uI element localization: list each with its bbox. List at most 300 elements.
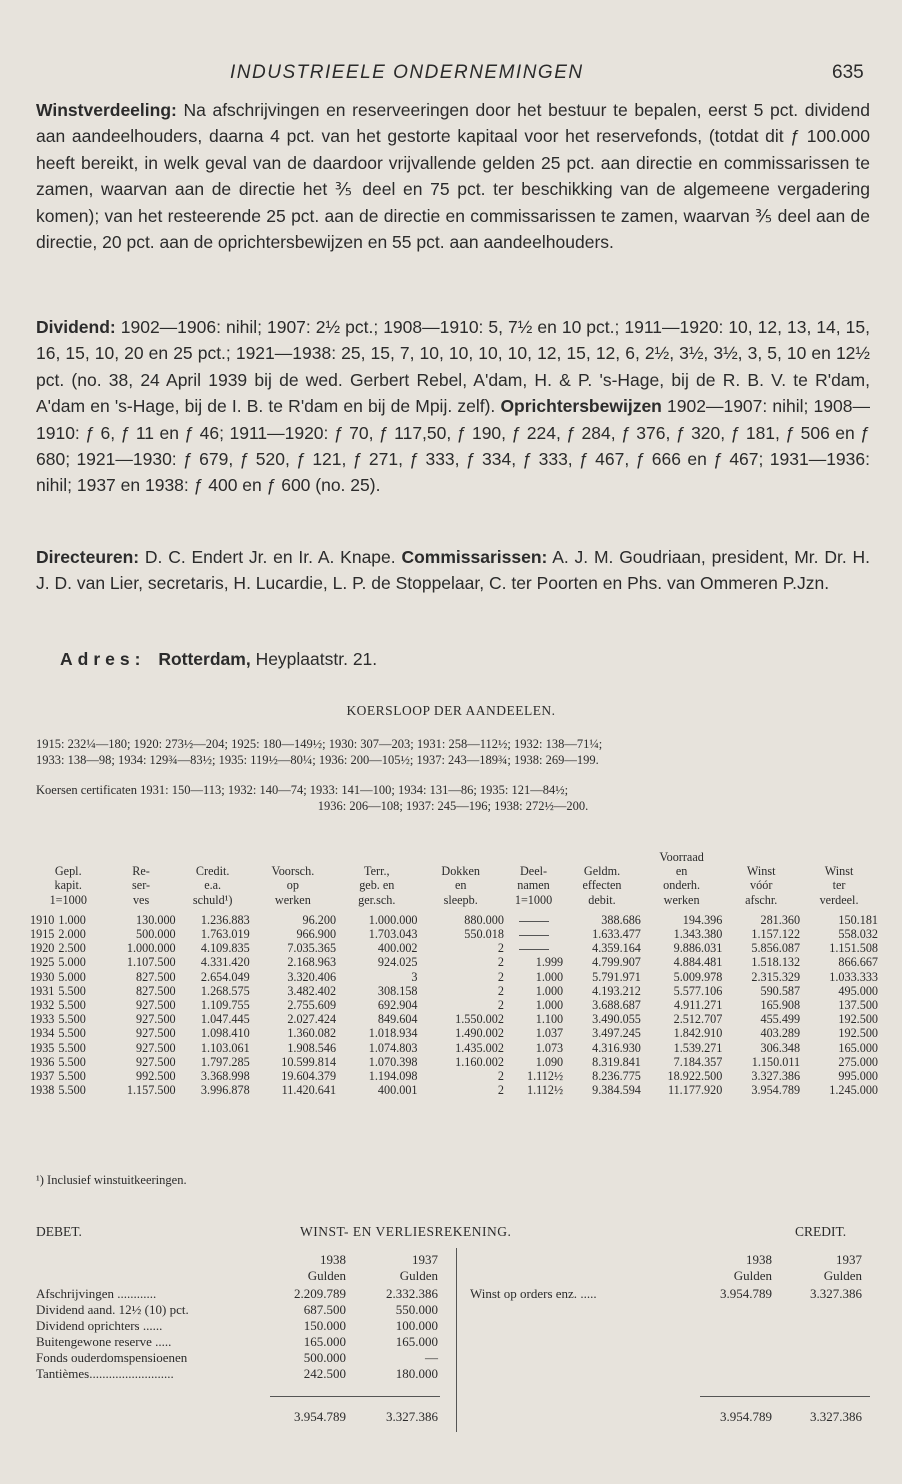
amount-1938: 242.500 <box>303 1366 346 1381</box>
credit-col-1937-head <box>792 1252 862 1284</box>
capital-cell: 5.500 <box>58 1040 86 1055</box>
table-cell: 1.908.546 <box>287 1040 337 1055</box>
table-cell: 96.200 <box>302 912 337 927</box>
table-cell: 7.035.365 <box>287 941 337 956</box>
table-cell: 455.499 <box>760 1012 801 1027</box>
year-capital-cell <box>30 913 107 927</box>
column-header-cell: ger.sch. <box>358 892 396 907</box>
wv-center-divider <box>456 1248 457 1432</box>
account-row <box>36 1318 446 1334</box>
table-cell: 2.654.049 <box>200 969 250 984</box>
table-cell: 9.886.031 <box>673 941 723 956</box>
table-cell: 2 <box>497 955 504 970</box>
capital-cell: 5.500 <box>58 1012 86 1027</box>
table-cell: 4.911.271 <box>674 998 723 1013</box>
column-header-cell: kapit. <box>54 878 82 893</box>
koersloop-line-1: 1915: 232¼—180; 1920: 273½—204; 1925: 180—149½; 1930: 307—203; 1931: 258—112½; 1932: 138—71¼; <box>36 737 603 751</box>
account-row <box>36 1350 446 1366</box>
table-cell: 400.002 <box>377 941 418 956</box>
table-cell: 1.763.019 <box>200 927 250 942</box>
table-cell <box>504 913 563 927</box>
year-capital-cell <box>30 955 107 969</box>
table-cell: 150.181 <box>838 912 878 927</box>
column-header-cell: en <box>675 864 688 879</box>
column-header-cell: Winst <box>746 864 776 879</box>
table-cell: 500.000 <box>136 927 176 942</box>
year-cell: 1925 <box>30 955 55 970</box>
year-capital-cell <box>30 1041 107 1055</box>
account-row <box>470 1286 870 1302</box>
table-cell: 5.577.106 <box>673 983 723 998</box>
table-cell: 1.343.380 <box>673 927 723 942</box>
table-cell: 2.168.963 <box>287 955 337 970</box>
table-cell: 3.490.055 <box>592 1012 641 1027</box>
table-cell: 4.109.835 <box>200 941 250 956</box>
amount-1938: 2.209.789 <box>294 1286 346 1301</box>
leader-dots: ...... <box>139 1318 163 1333</box>
table-cell: 4.359.164 <box>592 941 641 956</box>
table-cell: 306.348 <box>760 1040 801 1055</box>
dividend-text: 1902—1906: nihil; 1907: 2½ pct.; 1908—1910: 5, 7½ en 10 pct.; 1911—1920: 10, 12, 13, 14, 15, 16, 15, 10, 20 en 25 pct.; 1921—1938: 25, 15, 7, 10, 10, 10, 10, 12, 15, 12, 6, 2½, 3½, 3½, 3, 5, 10 en 12½ pct. (no. 38, 24 April 1939 bij de wed. Gerbert Rebel, A'dam, H. & P. 's-Hage, bij de R. B. V. te R'dam, A'dam en 's-Hage, bij de I. B. te R'dam en bij de Mpij. zelf). <box>36 317 870 417</box>
table-cell: 8.236.775 <box>592 1069 641 1084</box>
commissarissen-label: Commissarissen: <box>401 547 548 567</box>
financial-table <box>30 850 878 1097</box>
adres-street: Heyplaatstr. 21. <box>255 649 378 669</box>
table-cell: 827.500 <box>136 983 176 998</box>
empty-dash <box>519 935 549 936</box>
column-header-cell <box>563 850 641 864</box>
table-cell: 2.027.424 <box>287 1012 337 1027</box>
table-cell: 18.922.500 <box>667 1069 723 1084</box>
table-cell: 4.331.420 <box>200 955 250 970</box>
table-cell: 927.500 <box>136 1012 176 1027</box>
table-cell: 927.500 <box>136 1026 176 1041</box>
financial-table-wrap <box>30 850 878 1097</box>
oprichtersbewijzen-label: Oprichtersbewijzen <box>500 396 662 417</box>
table-cell: 165.908 <box>760 998 801 1013</box>
directeuren-label: Directeuren: <box>36 547 140 567</box>
table-cell: 1.539.271 <box>673 1040 723 1055</box>
column-header-cell: op <box>286 878 299 893</box>
leader-dots: ............ <box>113 1286 157 1301</box>
table-cell: 1.157.122 <box>751 927 801 942</box>
directeuren-text: D. C. Endert Jr. en Ir. A. Knape. <box>144 547 396 567</box>
table-cell: 1.151.508 <box>829 941 878 956</box>
account-row <box>36 1334 446 1350</box>
table-cell: 275.000 <box>838 1054 878 1069</box>
empty-dash <box>519 921 549 922</box>
table-cell: 550.018 <box>464 927 504 942</box>
year-cell: 1938 <box>30 1083 55 1098</box>
table-cell <box>504 941 563 955</box>
winstverdeeling-paragraph <box>36 97 870 255</box>
table-cell: 966.900 <box>296 927 337 942</box>
table-cell: 927.500 <box>136 1040 176 1055</box>
year-cell: 1937 <box>30 1069 55 1084</box>
amount-1937: 3.327.386 <box>810 1286 862 1301</box>
table-cell: 1.000 <box>535 983 564 998</box>
table-row <box>30 1055 878 1069</box>
column-header-cell: afschr. <box>745 892 778 907</box>
table-row <box>30 970 878 984</box>
oprichtersbewijzen-text: 1902—1907: nihil; 1908—1910: ƒ 6, ƒ 11 en ƒ 46; 1911—1920: ƒ 70, ƒ 117,50, ƒ 190, ƒ 224, ƒ 284, ƒ 376, ƒ 320, ƒ 181, ƒ 506 en ƒ 680; 1921—1930: ƒ 679, ƒ 520, ƒ 121, ƒ 271, ƒ 333, ƒ 334, ƒ 333, ƒ 467, ƒ 666 en ƒ 467; 1931—1936: nihil; 1937 en 1938: ƒ 400 en ƒ 600 (no. 25). <box>36 396 870 496</box>
table-cell: 8.319.841 <box>592 1054 641 1069</box>
table-cell: 924.025 <box>377 955 418 970</box>
table-cell: 3.320.406 <box>287 969 337 984</box>
table-cell: 3.996.878 <box>200 1083 250 1098</box>
table-cell: 1.194.098 <box>368 1069 418 1084</box>
table-cell: 827.500 <box>136 969 176 984</box>
column-header-cell: Re- <box>132 864 150 879</box>
credit-unit-1938: Gulden <box>733 1268 772 1283</box>
debet-heading: DEBET. <box>36 1224 82 1239</box>
table-cell: 19.604.379 <box>281 1069 337 1084</box>
table-row <box>30 941 878 955</box>
table-cell: 1.797.285 <box>200 1054 250 1069</box>
column-header-cell: effecten <box>582 878 622 893</box>
table-cell: 1.100 <box>535 1012 564 1027</box>
table-header-row <box>30 864 878 878</box>
account-label: Tantièmes <box>36 1366 90 1381</box>
table-cell: 11.420.641 <box>281 1083 337 1098</box>
dividend-label: Dividend: <box>36 317 116 337</box>
column-header-cell: ser- <box>132 878 151 893</box>
column-header-cell: Credit. <box>195 864 230 879</box>
table-cell: 495.000 <box>838 983 878 998</box>
table-cell: 1.633.477 <box>592 927 641 942</box>
account-row <box>36 1302 446 1318</box>
table-row <box>30 1012 878 1026</box>
amount-1937: 550.000 <box>395 1302 438 1317</box>
column-header-cell: debit. <box>588 892 616 907</box>
table-cell: 558.032 <box>838 927 878 942</box>
year-cell: 1910 <box>30 912 55 927</box>
credit-year-1937: 1937 <box>836 1252 862 1267</box>
winstverdeeling-text: Na afschrijvingen en reserveeringen door het bestuur te bepalen, eerst 5 pct. dividend aan aandeelhouders, daarna 4 pct. van het gestorte kapitaal voor het reservefonds, (totdat dit ƒ 100.000 heeft bereikt, in welk geval van de daardoor vrijvallende gelden 25 pct. aan directie en commissarissen te zamen, waarvan aan de directie het ⅗ deel en 75 pct. ter beschikking van de algemeene vergadering komen); van het resteerende 25 pct. aan de directie en commissarissen te zamen, waarvan ⅗ deel aan de directie, 20 pct. aan de oprichtersbewijzen en 55 pct. aan aandeelhouders. <box>36 100 870 253</box>
year-cell: 1932 <box>30 998 55 1013</box>
table-cell: 1.000 <box>535 969 564 984</box>
table-row <box>30 1041 878 1055</box>
column-header-cell: Voorraad <box>659 850 704 864</box>
year-cell: 1930 <box>30 969 55 984</box>
table-cell: 5.791.971 <box>592 969 641 984</box>
year-cell: 1936 <box>30 1054 55 1069</box>
table-cell: 880.000 <box>464 912 504 927</box>
debet-total-rule <box>270 1396 440 1397</box>
table-cell: 1.160.002 <box>455 1054 504 1069</box>
table-cell: 130.000 <box>136 912 176 927</box>
debet-col-1937-head <box>368 1252 438 1284</box>
credit-total-1938: 3.954.789 <box>720 1409 772 1424</box>
table-cell: 3.482.402 <box>287 983 337 998</box>
table-cell: 281.360 <box>760 912 801 927</box>
column-header-cell: en <box>454 878 467 893</box>
year-capital-cell <box>30 998 107 1012</box>
table-cell: 927.500 <box>136 1054 176 1069</box>
year-cell: 1931 <box>30 983 55 998</box>
column-header-cell <box>30 850 107 864</box>
table-cell: 4.884.481 <box>673 955 723 970</box>
table-cell: 1.490.002 <box>455 1026 504 1041</box>
capital-cell: 5.500 <box>58 1083 86 1098</box>
amount-1937: 180.000 <box>395 1366 438 1381</box>
capital-cell: 5.500 <box>58 998 86 1013</box>
capital-cell: 5.000 <box>58 955 86 970</box>
table-cell: 2 <box>497 983 504 998</box>
capital-cell: 1.000 <box>58 912 86 927</box>
table-cell: 1.000 <box>535 998 564 1013</box>
column-header-cell: Terr., <box>364 864 390 879</box>
column-header-cell: verdeel. <box>819 892 859 907</box>
column-header-cell <box>107 850 176 864</box>
table-cell: 2.755.609 <box>287 998 337 1013</box>
table-cell: 849.604 <box>377 1012 418 1027</box>
table-cell: 4.193.212 <box>592 983 641 998</box>
column-header-cell: 1=1000 <box>514 892 553 907</box>
year-capital-cell <box>30 984 107 998</box>
table-cell: 2 <box>497 1069 504 1084</box>
year-capital-cell <box>30 970 107 984</box>
table-header-row <box>30 878 878 892</box>
table-cell: 400.001 <box>377 1083 418 1098</box>
debet-year-1937: 1937 <box>412 1252 438 1267</box>
amount-1937: 2.332.386 <box>386 1286 438 1301</box>
adres-city: Rotterdam, <box>158 649 251 669</box>
table-cell: 1.550.002 <box>455 1012 504 1027</box>
table-cell: 2.315.329 <box>751 969 801 984</box>
table-cell: 2.512.707 <box>673 1012 723 1027</box>
column-header-cell: ter <box>832 878 846 893</box>
table-cell: 1.268.575 <box>200 983 250 998</box>
table-cell: 1.518.132 <box>751 955 801 970</box>
year-cell: 1933 <box>30 1012 55 1027</box>
year-cell: 1934 <box>30 1026 55 1041</box>
table-row <box>30 927 878 941</box>
winstverdeeling-label: Winstverdeeling: <box>36 100 177 120</box>
table-cell: 1.112½ <box>527 1069 564 1084</box>
year-capital-cell <box>30 1026 107 1040</box>
table-cell: 2 <box>497 941 504 956</box>
table-cell: 192.500 <box>838 1026 878 1041</box>
capital-cell: 5.000 <box>58 969 86 984</box>
amount-1937: — <box>425 1350 438 1365</box>
table-cell: 388.686 <box>601 912 641 927</box>
account-row <box>36 1366 446 1382</box>
leader-dots: ..... <box>151 1334 172 1349</box>
table-cell: 4.316.930 <box>592 1040 641 1055</box>
credit-total-1937: 3.327.386 <box>810 1409 862 1424</box>
year-cell: 1915 <box>30 927 55 942</box>
column-header-cell: Gepl. <box>54 864 82 879</box>
column-header-cell <box>504 850 563 864</box>
table-cell: 192.500 <box>838 1012 878 1027</box>
adres-line <box>60 646 377 672</box>
table-cell: 1.236.883 <box>200 912 250 927</box>
capital-cell: 5.500 <box>58 983 86 998</box>
year-capital-cell <box>30 1012 107 1026</box>
column-header-cell <box>722 850 800 864</box>
credit-unit-1937: Gulden <box>823 1268 862 1283</box>
account-row <box>36 1286 446 1302</box>
table-cell: 10.599.814 <box>281 1054 337 1069</box>
table-cell: 1.842.910 <box>673 1026 723 1041</box>
account-label: Buitengewone reserve <box>36 1334 152 1349</box>
table-cell: 1.074.803 <box>368 1040 418 1055</box>
amount-1938: 500.000 <box>303 1350 346 1365</box>
table-row <box>30 913 878 927</box>
table-cell: 1.047.445 <box>200 1012 250 1027</box>
column-header-cell <box>418 850 504 864</box>
table-cell <box>504 927 563 941</box>
table-cell: 194.396 <box>682 912 723 927</box>
page-number: 635 <box>832 62 864 83</box>
koersen-certificaten-line-1: Koersen certificaten 1931: 150—113; 1932: 140—74; 1933: 141—100; 1934: 131—86; 1935: 121—84½; <box>36 783 569 797</box>
table-cell: 1.018.934 <box>368 1026 418 1041</box>
column-header-cell: Geldm. <box>583 864 621 879</box>
table-cell: 1.360.082 <box>287 1026 337 1041</box>
table-cell: 11.177.920 <box>667 1083 723 1098</box>
year-cell: 1935 <box>30 1040 55 1055</box>
column-header-cell: Winst <box>824 864 854 879</box>
table-cell: 5.009.978 <box>673 969 723 984</box>
table-cell: 5.856.087 <box>751 941 801 956</box>
table-cell: 4.799.907 <box>592 955 641 970</box>
capital-cell: 5.500 <box>58 1026 86 1041</box>
dividend-paragraph <box>36 314 870 499</box>
column-header-cell: vóór <box>750 878 773 893</box>
table-row <box>30 984 878 998</box>
capital-cell: 2.000 <box>58 927 86 942</box>
table-cell: 992.500 <box>136 1069 176 1084</box>
table-cell: 1.070.398 <box>368 1054 418 1069</box>
table-header-row <box>30 850 878 864</box>
table-cell: 403.289 <box>760 1026 801 1041</box>
table-cell: 1.245.000 <box>829 1083 878 1098</box>
table-cell: 1.435.002 <box>455 1040 504 1055</box>
year-capital-cell <box>30 927 107 941</box>
table-cell: 1.109.755 <box>200 998 250 1013</box>
column-header-cell <box>336 850 417 864</box>
table-cell: 137.500 <box>838 998 878 1013</box>
debet-col-1938-head <box>276 1252 346 1284</box>
column-header-cell <box>176 850 250 864</box>
table-cell: 1.999 <box>535 955 564 970</box>
table-row <box>30 1083 878 1097</box>
debet-unit-1937: Gulden <box>399 1268 438 1283</box>
empty-dash <box>519 949 549 950</box>
column-header-cell: werken <box>663 892 700 907</box>
table-footnote: ¹) Inclusief winstuitkeeringen. <box>36 1173 187 1187</box>
year-capital-cell <box>30 941 107 955</box>
table-cell: 927.500 <box>136 998 176 1013</box>
table-cell: 3.368.998 <box>200 1069 250 1084</box>
column-header-cell: Voorsch. <box>271 864 315 879</box>
table-cell: 1.000.000 <box>126 941 176 956</box>
table-cell: 7.184.357 <box>673 1054 723 1069</box>
leader-dots: .......................... <box>89 1366 174 1381</box>
commissarissen-text: A. J. M. Goudriaan, president, Mr. Dr. H. J. D. van Lier, secretaris, H. Lucardie, L. P. de Stoppelaar, C. ter Poorten en Phs. van Ommeren P.Jzn. <box>36 547 870 594</box>
table-cell: 590.587 <box>760 983 801 998</box>
table-cell: 1.157.500 <box>126 1083 176 1098</box>
debet-total-1937: 3.327.386 <box>386 1409 438 1424</box>
table-cell: 3.327.386 <box>751 1069 801 1084</box>
table-cell: 9.384.594 <box>592 1083 641 1098</box>
table-header-row <box>30 893 878 913</box>
table-cell: 3 <box>411 969 418 984</box>
table-cell: 1.073 <box>535 1040 564 1055</box>
credit-year-1938: 1938 <box>746 1252 772 1267</box>
table-cell: 866.667 <box>838 955 878 970</box>
table-cell: 1.103.061 <box>200 1040 250 1055</box>
koersen-certificaten-line-2: 1936: 206—108; 1937: 245—196; 1938: 272½—200. <box>317 799 589 813</box>
column-header-cell: 1=1000 <box>49 892 87 907</box>
credit-heading: CREDIT. <box>795 1224 847 1239</box>
year-capital-cell <box>30 1083 107 1097</box>
leader-dots: ..... <box>577 1286 597 1301</box>
credit-total-rule <box>700 1396 870 1397</box>
account-label: Dividend oprichters <box>36 1318 140 1333</box>
table-row <box>30 998 878 1012</box>
column-header-cell <box>800 850 878 864</box>
amount-1938: 687.500 <box>303 1302 346 1317</box>
column-header-cell: Dokken <box>441 864 480 879</box>
table-row <box>30 1026 878 1040</box>
table-cell: 3.954.789 <box>751 1083 801 1098</box>
table-cell: 1.090 <box>535 1054 564 1069</box>
wv-title: WINST- EN VERLIESREKENING. <box>300 1224 512 1239</box>
column-header-cell: Deel- <box>519 864 548 879</box>
column-header-cell: e.a. <box>204 878 222 893</box>
koersloop-title: KOERSLOOP DER AANDEELEN. <box>346 703 556 718</box>
debet-year-1938: 1938 <box>320 1252 346 1267</box>
koersloop-line-2: 1933: 138—98; 1934: 129¾—83½; 1935: 119½—80¼; 1936: 200—105½; 1937: 243—189¾; 1938: 269—199. <box>36 753 599 767</box>
year-capital-cell <box>30 1069 107 1083</box>
column-header-cell <box>250 850 336 864</box>
table-cell: 1.098.410 <box>200 1026 250 1041</box>
table-cell: 1.037 <box>535 1026 564 1041</box>
account-label: Winst op orders enz. <box>470 1286 578 1301</box>
table-row <box>30 955 878 969</box>
table-cell: 1.107.500 <box>126 955 176 970</box>
year-capital-cell <box>30 1055 107 1069</box>
capital-cell: 5.500 <box>58 1054 86 1069</box>
amount-1938: 150.000 <box>303 1318 346 1333</box>
column-header-cell: werken <box>274 892 311 907</box>
credit-items <box>470 1286 870 1302</box>
table-cell: 3.688.687 <box>592 998 641 1013</box>
debet-unit-1938: Gulden <box>307 1268 346 1283</box>
table-cell: 2 <box>497 969 504 984</box>
debet-total-1938: 3.954.789 <box>294 1409 346 1424</box>
account-label: Fonds ouderdomspensioenen <box>36 1350 188 1365</box>
running-head-title: INDUSTRIEELE ONDERNEMINGEN <box>230 62 584 83</box>
amount-1937: 165.000 <box>395 1334 438 1349</box>
directie-paragraph <box>36 544 870 597</box>
year-cell: 1920 <box>30 941 55 956</box>
capital-cell: 2.500 <box>58 941 86 956</box>
column-header-cell: sleepb. <box>443 892 478 907</box>
table-cell: 308.158 <box>377 983 418 998</box>
amount-1938: 3.954.789 <box>720 1286 772 1301</box>
capital-cell: 5.500 <box>58 1069 86 1084</box>
amount-1937: 100.000 <box>395 1318 438 1333</box>
account-label: Afschrijvingen <box>36 1286 114 1301</box>
table-cell: 1.000.000 <box>368 912 418 927</box>
table-cell: 692.904 <box>377 998 418 1013</box>
table-cell: 2 <box>497 998 504 1013</box>
account-label: Dividend aand. 12½ (10) pct. <box>36 1302 189 1317</box>
table-row <box>30 1069 878 1083</box>
